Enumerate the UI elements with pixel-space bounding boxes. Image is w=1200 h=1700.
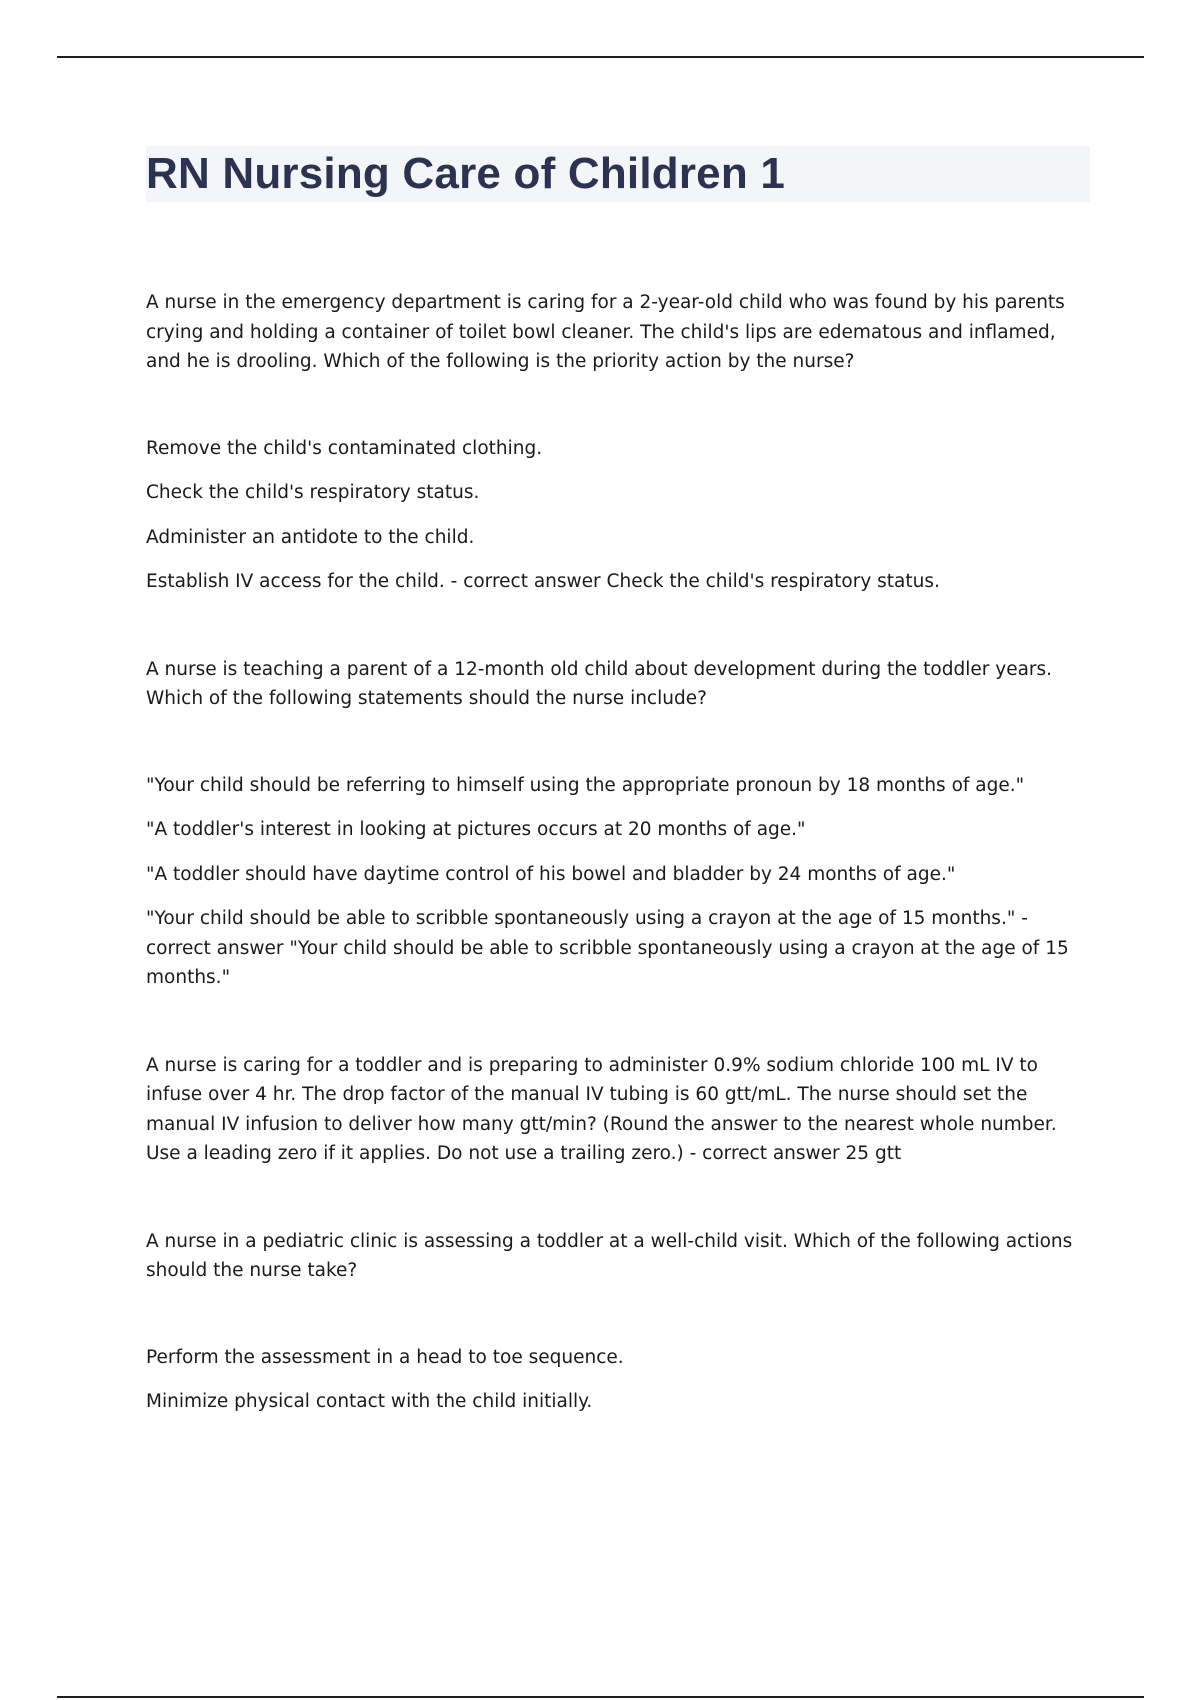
answer-option-with-correct-answer: Establish IV access for the child. - correct answer Check the child's respiratory status. <box>146 571 940 592</box>
question-text: A nurse is teaching a parent of a 12-month old child about development during the toddler years. Which of the following statements should the nurse include? <box>146 658 1053 709</box>
question-text: A nurse in the emergency department is caring for a 2-year-old child who was found by his parents crying and holding a container of toilet bowl cleaner. The child's lips are edematous and inflamed, and he is drooling. Which of the following is the priority action by the nurse? <box>146 292 1065 372</box>
question-block-3 <box>146 1051 1090 1169</box>
title-banner <box>146 146 1090 202</box>
answer-option: "A toddler should have daytime control of his bowel and bladder by 24 months of age." <box>146 863 956 885</box>
answer-option: "A toddler's interest in looking at pictures occurs at 20 months of age." <box>146 819 806 840</box>
answer-option: "Your child should be referring to himself using the appropriate pronoun by 18 months of age." <box>146 774 1025 796</box>
question-block-4 <box>146 1227 1090 1417</box>
answer-option: Minimize physical contact with the child initially. <box>146 1391 593 1412</box>
answer-option: Remove the child's contaminated clothing. <box>146 437 543 459</box>
question-text-with-correct-answer: A nurse is caring for a toddler and is preparing to administer 0.9% sodium chloride 100 mL IV to infuse over 4 hr. The drop factor of the manual IV tubing is 60 gtt/mL. The nurse should set the manual IV infusion to deliver how many gtt/min? (Round the answer to the nearest whole number. Use a leading zero if it applies. Do not use a trailing zero.) - correct answer 25 gtt <box>146 1054 1057 1164</box>
question-text: A nurse in a pediatric clinic is assessing a toddler at a well-child visit. Which of the following actions should the nurse take? <box>146 1230 1073 1281</box>
document-title: RN Nursing Care of Children 1 <box>146 149 785 198</box>
bottom-page-rule <box>57 1696 1144 1698</box>
question-block-2 <box>146 655 1090 993</box>
answer-option: Administer an antidote to the child. <box>146 526 475 548</box>
answer-option-with-correct-answer: "Your child should be able to scribble spontaneously using a crayon at the age of 15 months." - correct answer "Your child should be able to scribble spontaneously using a crayon at the age of 15 months." <box>146 908 1069 988</box>
question-block-1 <box>146 288 1090 597</box>
document-content <box>146 146 1090 1475</box>
answer-option: Perform the assessment in a head to toe sequence. <box>146 1346 624 1368</box>
top-page-rule <box>57 56 1144 58</box>
answer-option: Check the child's respiratory status. <box>146 482 480 503</box>
